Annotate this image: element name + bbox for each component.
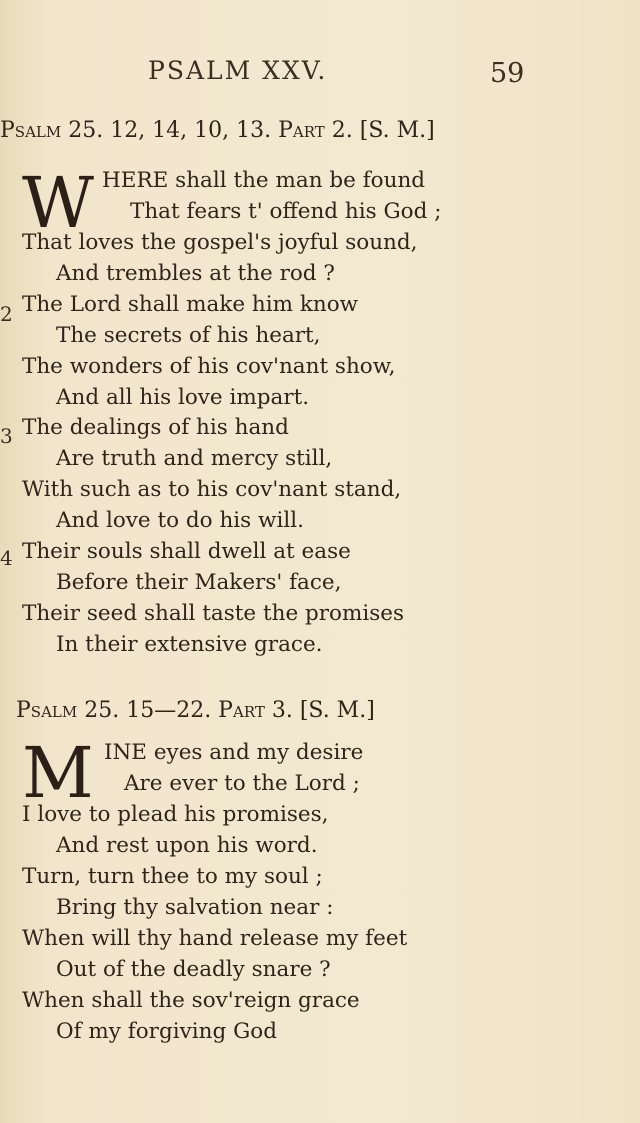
page-number: 59	[490, 58, 525, 89]
verse-line: The wonders of his cov'nant show,	[22, 354, 396, 379]
verse-line: Out of the deadly snare ?	[56, 957, 331, 982]
verse-line: With such as to his cov'nant stand,	[22, 477, 402, 502]
verse-line: And all his love impart.	[56, 385, 310, 410]
part2-heading: Psalm 25. 12, 14, 10, 13. Part 2. [S. M.]	[0, 118, 435, 143]
running-head: PSALM XXV.	[148, 56, 328, 85]
verse-number-2: 2	[0, 302, 13, 326]
drop-cap-w: W	[22, 162, 94, 244]
verse-line: When will thy hand release my feet	[22, 926, 408, 951]
verse-line: Turn, turn thee to my soul ;	[22, 864, 323, 889]
verse-line: And trembles at the rod ?	[56, 261, 335, 286]
verse-line: And love to do his will.	[56, 508, 304, 533]
verse-line: And rest upon his word.	[56, 833, 318, 858]
verse-line: I love to plead his promises,	[22, 802, 329, 827]
verse-line: HERE shall the man be found	[102, 168, 426, 193]
verse-number-3: 3	[0, 424, 13, 448]
verse-line: Are ever to the Lord ;	[124, 771, 360, 796]
verse-line: The Lord shall make him know	[22, 292, 359, 317]
verse-number-4: 4	[0, 546, 13, 570]
verse-line: Their souls shall dwell at ease	[22, 539, 351, 564]
verse-line: Of my forgiving God	[56, 1019, 277, 1044]
verse-line: The dealings of his hand	[22, 415, 289, 440]
verse-line: When shall the sov'reign grace	[22, 988, 360, 1013]
verse-line: Their seed shall taste the promises	[22, 601, 405, 626]
verse-line: Bring thy salvation near :	[56, 895, 334, 920]
part3-heading: Psalm 25. 15—22. Part 3. [S. M.]	[16, 698, 375, 723]
verse-line: The secrets of his heart,	[56, 323, 321, 348]
verse-line: That loves the gospel's joyful sound,	[22, 230, 418, 255]
verse-line: Before their Makers' face,	[56, 570, 342, 595]
verse-line: INE eyes and my desire	[104, 740, 364, 765]
verse-line: That fears t' offend his God ;	[130, 199, 442, 224]
verse-line: In their extensive grace.	[56, 632, 323, 657]
drop-cap-m: M	[22, 732, 94, 814]
verse-line: Are truth and mercy still,	[56, 446, 333, 471]
